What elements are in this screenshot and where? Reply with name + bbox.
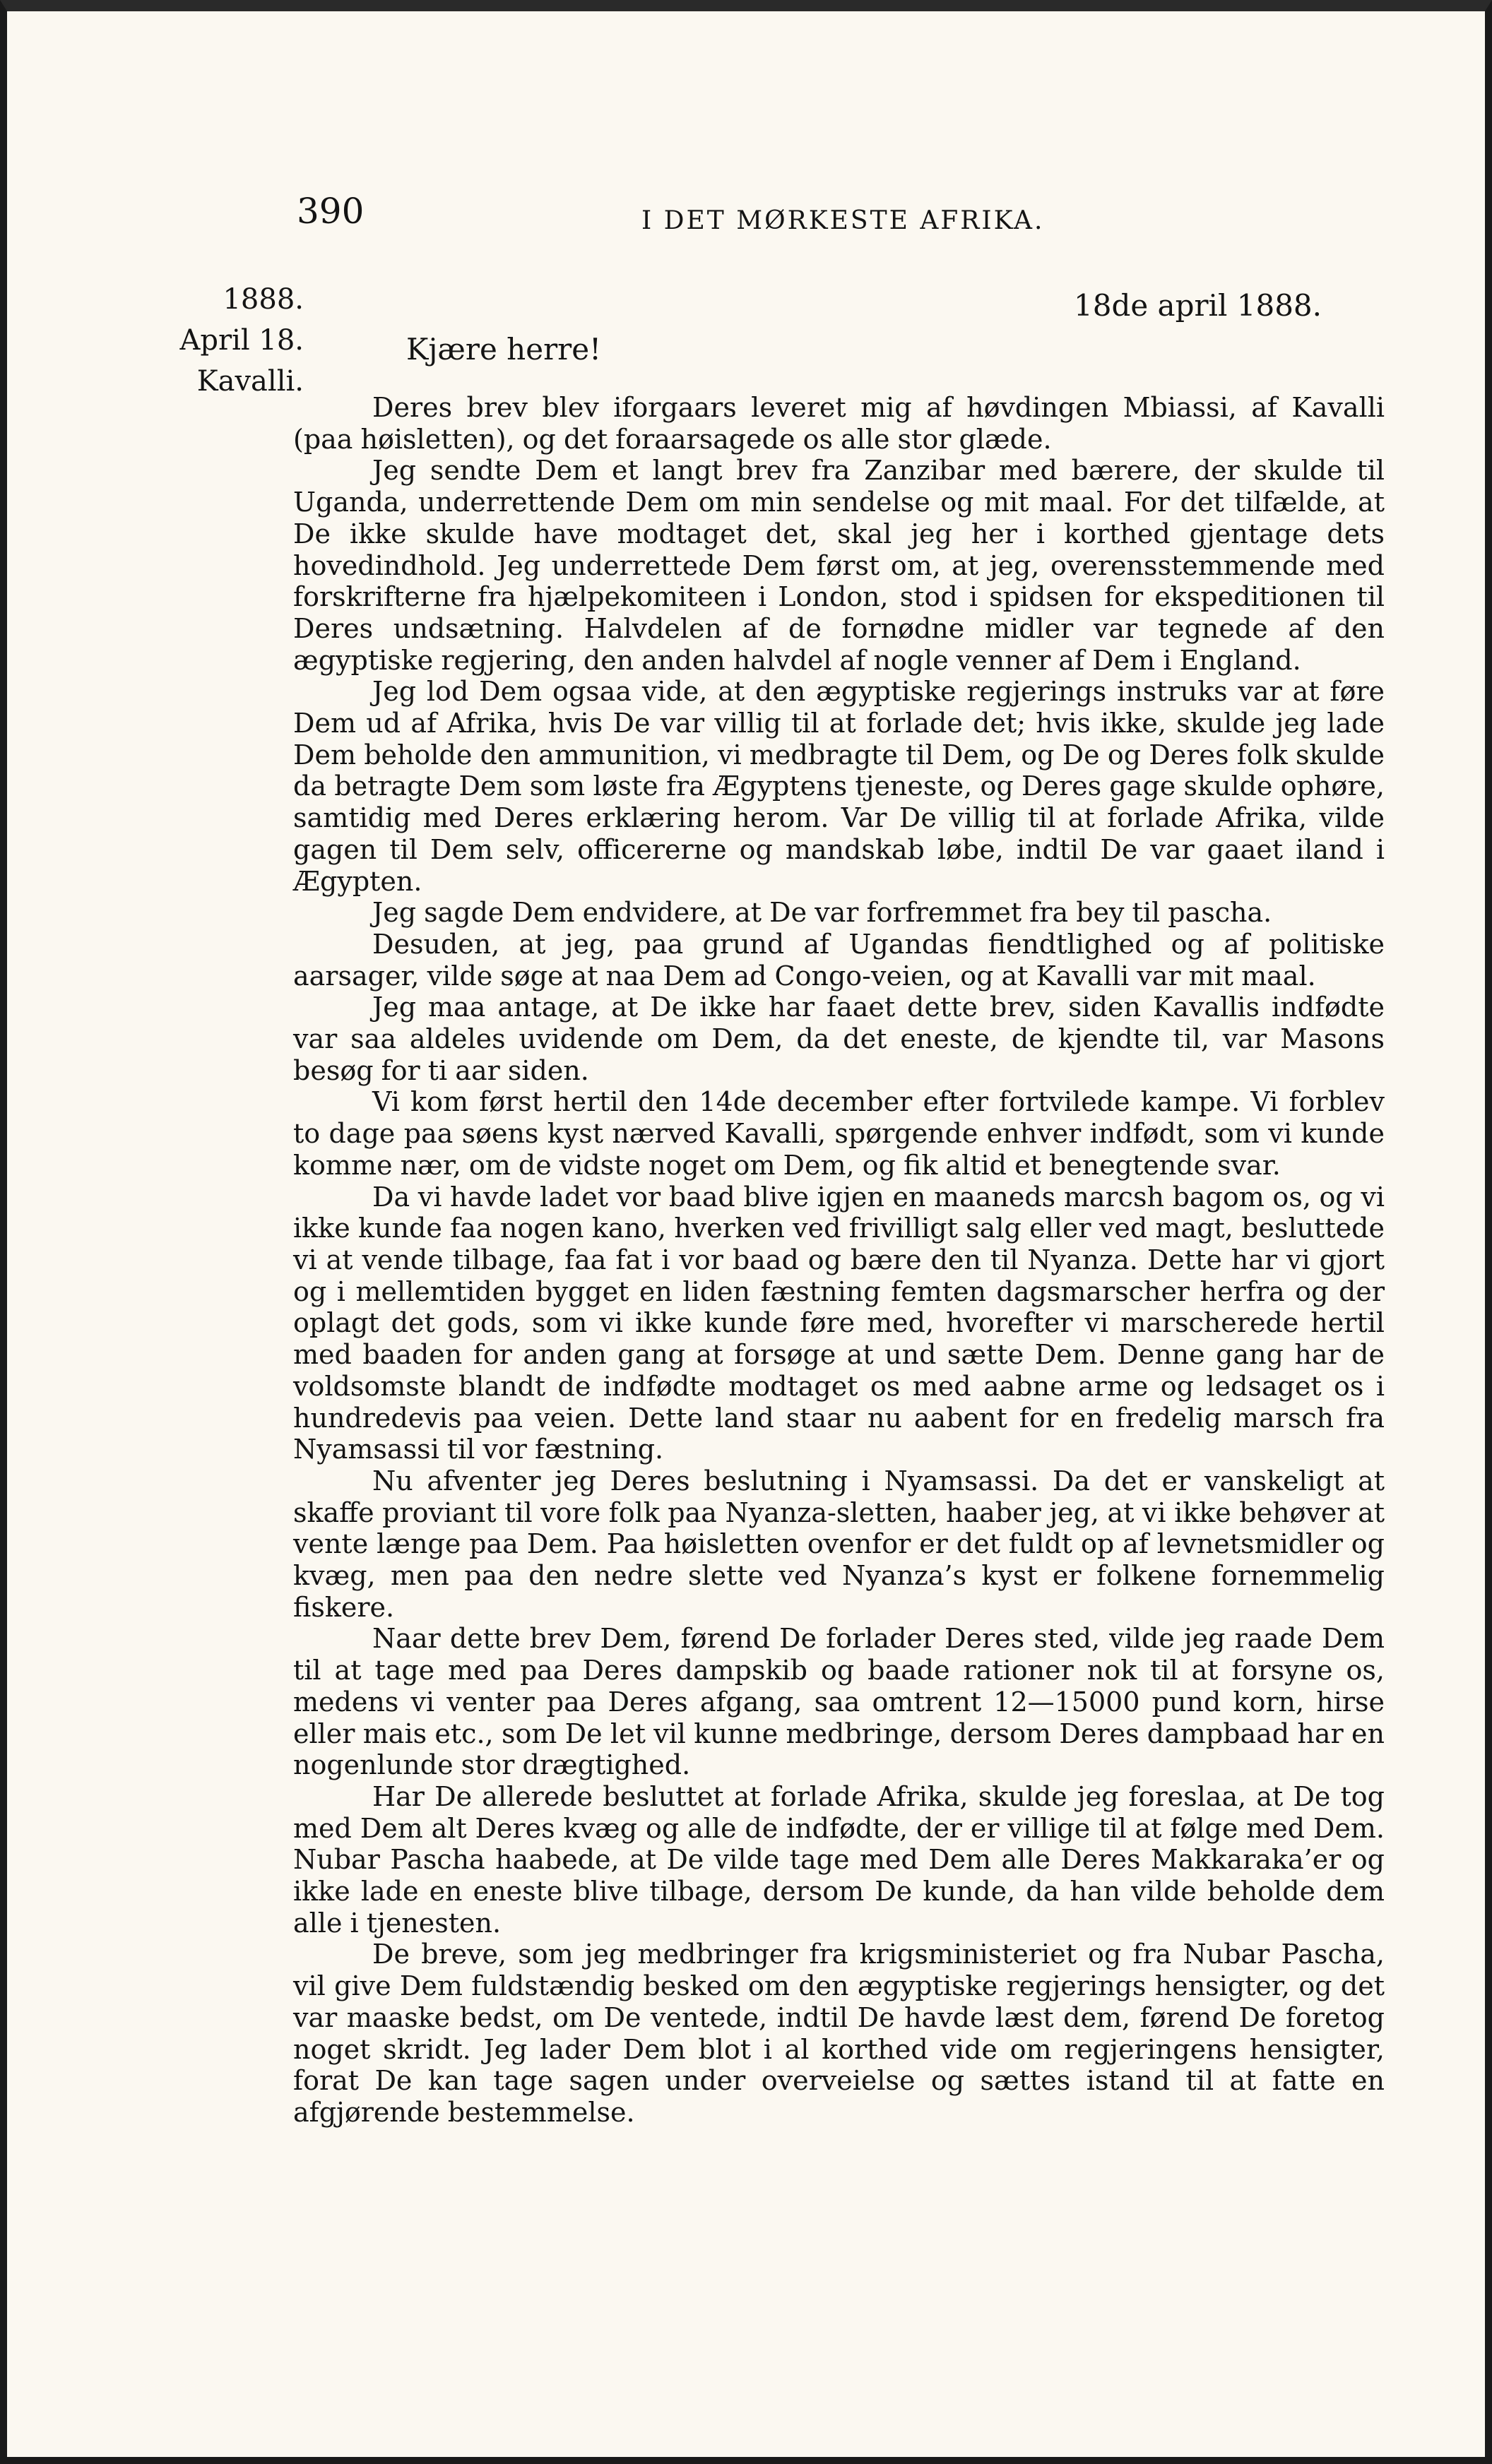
paragraph: Naar dette brev Dem, førend De forlader Deres sted, vilde jeg raade Dem til at tage med paa Deres dampskib og baade rationer nok til at forsyne os, medens vi venter paa Deres afgang, saa omtrent 12—15000 pund korn, hirse eller mais etc., som De let vil kunne medbringe, dersom Deres dampbaad har en nogenlunde stor drægtighed. <box>293 1623 1385 1781</box>
paragraph: Jeg lod Dem ogsaa vide, at den ægyptiske regjerings instruks var at føre Dem ud af Afrika, hvis De var villig til at forlade det; hvis ikke, skulde jeg lade Dem beholde den ammunition, vi medbragte til Dem, og De og Deres folk skulde da betragte Dem som løste fra Ægyptens tjeneste, og Deres gage skulde ophøre, samtidig med Deres erklæring herom. Var De villig til at forlade Afrika, vilde gagen til Dem selv, officererne og mandskab løbe, indtil De var gaaet iland i Ægypten. <box>293 676 1385 897</box>
paragraph: Jeg sagde Dem endvidere, at De var forfremmet fra bey til pascha. <box>372 897 1272 929</box>
paragraph: Nu afventer jeg Deres beslutning i Nyamsassi. Da det er vanskeligt at skaffe proviant til vore folk paa Nyanza-sletten, haaber jeg, at vi ikke behøver at vente længe paa Dem. Paa høisletten ovenfor er det fuldt op af levnetsmidler og kvæg, men paa den nedre slette ved Nyanza’s kyst er folkene fornemmelig fiskere. <box>293 1465 1385 1623</box>
paragraph: Har De allerede besluttet at forlade Afrika, skulde jeg foreslaa, at De tog med Dem alt Deres kvæg og alle de indfødte, der er villige til at følge med Dem. Nubar Pascha haabede, at De vilde tage med Dem alle Deres Makkaraka’er og ikke lade en eneste blive tilbage, dersom De kunde, da han vilde beholde dem alle i tjenesten. <box>293 1780 1385 1939</box>
margin-place: Kavalli. <box>196 365 304 398</box>
margin-year: 1888. <box>223 283 304 316</box>
margin-notes <box>162 279 304 402</box>
page-header <box>297 191 1385 240</box>
salutation: Kjære herre! <box>406 332 601 367</box>
letter-body <box>293 392 1385 2129</box>
running-title: I DET MØRKESTE AFRIKA. <box>641 206 1045 235</box>
page-number: 390 <box>297 191 365 232</box>
paragraph: Da vi havde ladet vor baad blive igjen en maaneds marcsh bagom os, og vi ikke kunde faa nogen kano, hverken ved frivilligt salg eller ved magt, besluttede vi at vende tilbage, faa fat i vor baad og bære den til Nyanza. Dette har vi gjort og i mellemtiden bygget en liden fæstning femten dagsmarscher herfra og der oplagt det gods, som vi ikke kunde føre med, hvorefter vi marscherede hertil med baaden for anden gang at forsøge at und sætte Dem. Denne gang har de voldsomste blandt de indfødte modtaget os med aabne arme og ledsaget os i hundredevis paa veien. Dette land staar nu aabent for en fredelig marsch fra Nyamsassi til vor fæstning. <box>293 1181 1385 1465</box>
margin-date: April 18. <box>179 324 304 357</box>
letter-date: 18de april 1888. <box>1074 288 1322 323</box>
paragraph: Desuden, at jeg, paa grund af Ugandas fiendtlighed og af politiske aarsager, vilde søge at naa Dem ad Congo-veien, og at Kavalli var mit maal. <box>293 928 1385 992</box>
paragraph: Vi kom først hertil den 14de december efter fortvilede kampe. Vi forblev to dage paa søens kyst nærved Kavalli, spørgende enhver indfødt, som vi kunde komme nær, om de vidste noget om Dem, og fik altid et benegtende svar. <box>293 1086 1385 1181</box>
paragraph: Jeg maa antage, at De ikke har faaet dette brev, siden Kavallis indfødte var saa aldeles uvidende om Dem, da det eneste, de kjendte til, var Masons besøg for ti aar siden. <box>293 992 1385 1086</box>
paragraph: Deres brev blev iforgaars leveret mig af høvdingen Mbiassi, af Kavalli (paa høisletten), og det foraarsagede os alle stor glæde. <box>293 392 1385 455</box>
paragraph: Jeg sendte Dem et langt brev fra Zanzibar med bærere, der skulde til Uganda, underrettende Dem om min sendelse og mit maal. For det tilfælde, at De ikke skulde have modtaget det, skal jeg her i korthed gjentage dets hovedindhold. Jeg underrettede Dem først om, at jeg, overensstemmende med forskrifterne fra hjælpekomiteen i London, stod i spidsen for ekspeditionen til Deres undsætning. Halvdelen af de fornødne midler var tegnede af den ægyptiske regjering, den anden halvdel af nogle venner af Dem i England. <box>293 455 1385 676</box>
paragraph: De breve, som jeg medbringer fra krigsministeriet og fra Nubar Pascha, vil give Dem fuldstændig besked om den ægyptiske regjerings hensigter, og det var maaske bedst, om De ventede, indtil De havde læst dem, førend De foretog noget skridt. Jeg lader Dem blot i al korthed vide om regjeringens hensigter, forat De kan tage sagen under overveielse og sættes istand til at fatte en afgjørende bestemmelse. <box>293 1939 1385 2128</box>
